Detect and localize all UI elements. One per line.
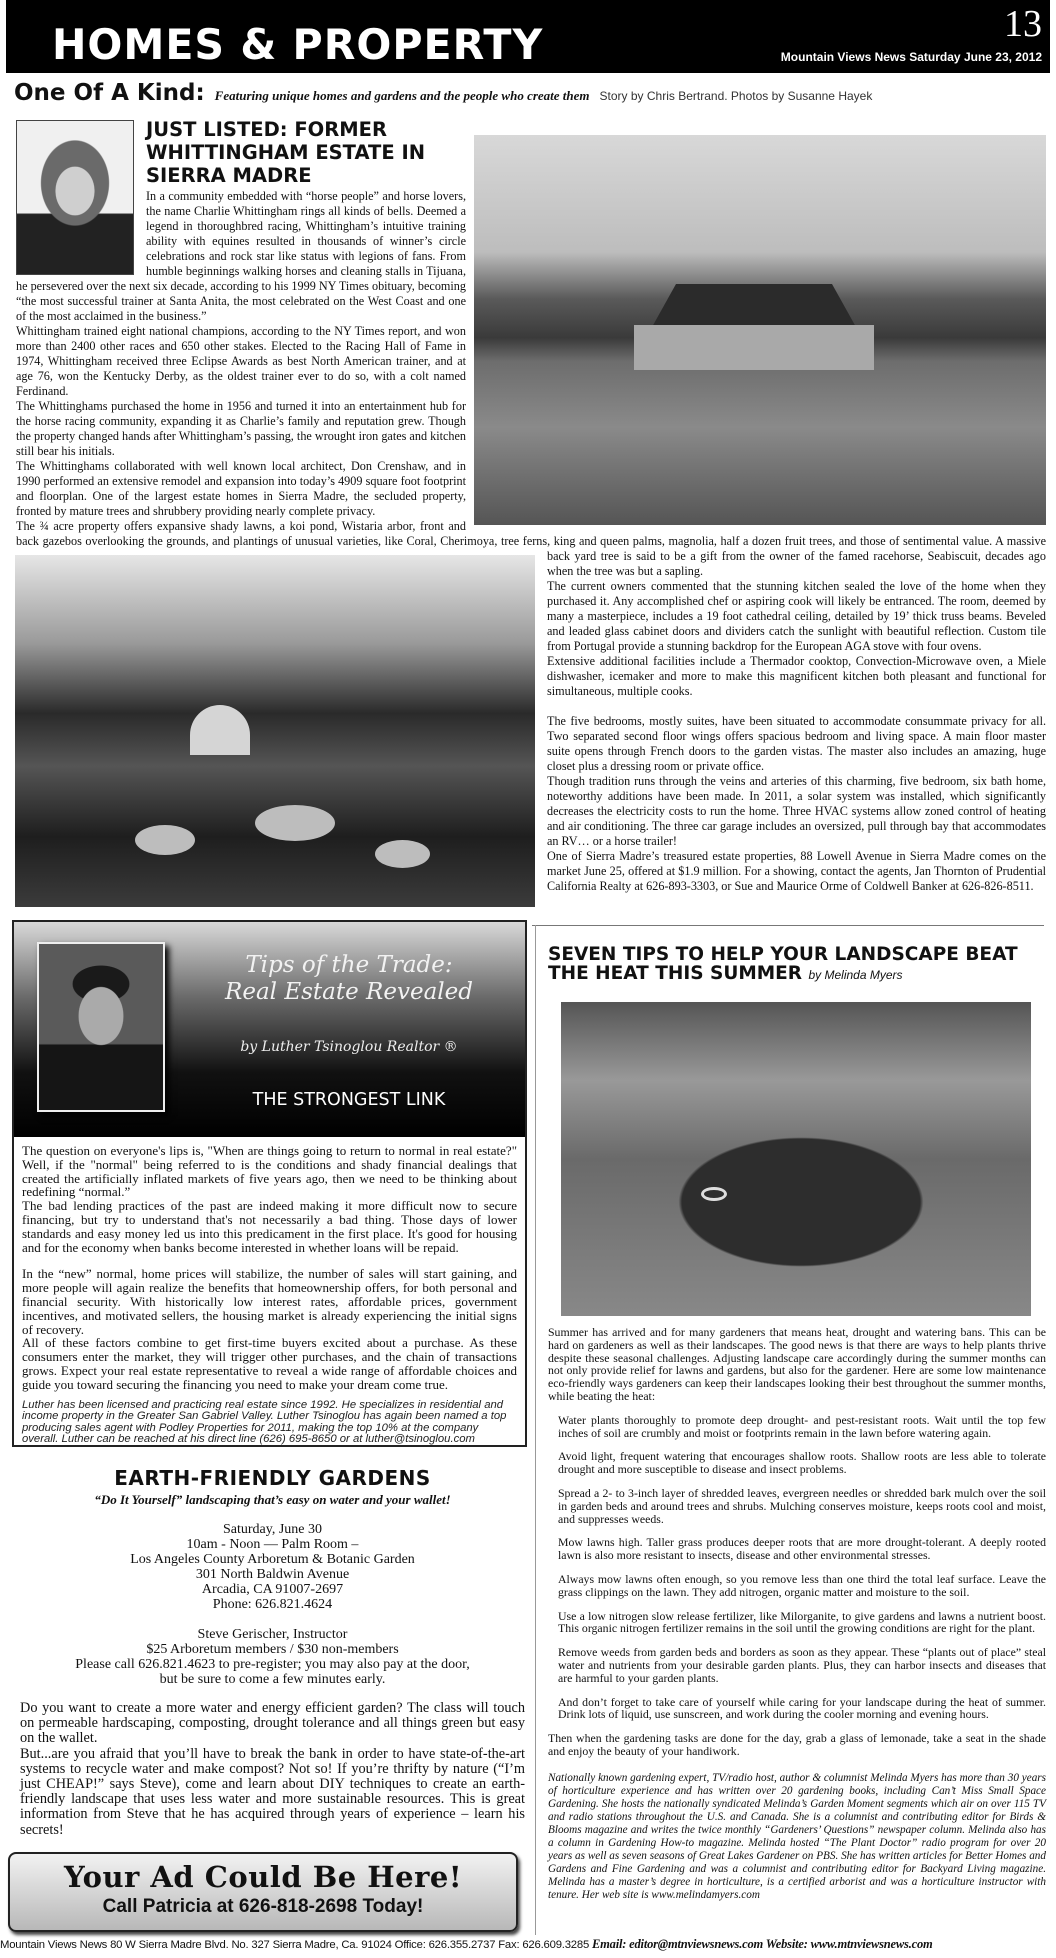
info-line: but be sure to come a few minutes early. bbox=[159, 1672, 386, 1687]
columnist-bio: Luther has been licensed and practicing real estate since 1992. He specializes in residential and income property in the Greater San Gabriel Valley. Luther Tsinoglou has again been named a top producing sales agent with Podley Properties for 2011, making the top 10% at the company overall. Luther can be reached at his direct line (626) 695-8650 or at luther@tsinoglou.com bbox=[22, 1398, 507, 1446]
tip-item: Remove weeds from garden beds and borders as soon as they appear. These “plants out of place” steal water and nutrients from your desirable garden plants. Plus, they can harbor insects and diseases that are harmful to your garden plants. bbox=[558, 1645, 1046, 1685]
column-paragraph: The question on everyone's lips is, "When are things going to return to normal in real estate?" Well, if the "normal" being referred to is the conditions and shady financial dealings that created the artificially inflated markets of five years ago, then we need to be thinking about redefining “normal.” bbox=[22, 1143, 517, 1200]
column-body bbox=[22, 1144, 517, 1446]
tip-item: Avoid light, frequent watering that encourages shallow roots. Shallow roots are less able to tolerate drought and more susceptible to disease and insect problems. bbox=[558, 1449, 1046, 1477]
earth-friendly-gardens-notice bbox=[20, 1466, 525, 1838]
seven-tips-body bbox=[548, 1326, 1046, 1902]
footer-address: Mountain Views News 80 W Sierra Madre Blvd. No. 327 Sierra Madre, Ca. 91024 Office: 626.355.2737 Fax: 626.609.3285 bbox=[0, 1939, 590, 1951]
footer-contact: Email: editor@mtnviewsnews.com Website: www.mtnviewsnews.com bbox=[592, 1937, 933, 1951]
headline-text: SEVEN TIPS TO HELP YOUR LANDSCAPE BEAT THE HEAT THIS SUMMER bbox=[548, 944, 1018, 984]
event-line: Saturday, June 30 bbox=[222, 1522, 323, 1537]
notice-title: EARTH-FRIENDLY GARDENS bbox=[114, 1466, 431, 1490]
masthead bbox=[6, 0, 1050, 73]
info-line: $25 Arboretum members / $30 non-members bbox=[146, 1642, 399, 1657]
notice-paragraph: But...are you afraid that you’ll have to break the bank in order to have state-of-the-art systems to recycle water and make compost? Not so! If you’re thrifty by nature (“I’m just CHEAP!” says Steve), come and learn about DIY techniques to create an earth-friendly landscape that uses less water and more sustainable resources. This is great information from Steve that he has acquired through years of experience – learn his secrets! bbox=[20, 1745, 525, 1838]
page-number: 13 bbox=[1004, 3, 1042, 45]
column-title-line: Real Estate Revealed bbox=[225, 979, 473, 1005]
section-title: HOMES & PROPERTY bbox=[52, 20, 544, 69]
tip-item: Use a low nitrogen slow release fertilizer, like Milorganite, to give gardens and lawns a nutrient boost. This organic nitrogen fertilizer remains in the soil until the growing conditions are right for the plant. bbox=[558, 1608, 1046, 1636]
column-paragraph: The bad lending practices of the past are indeed making it more difficult now to secure financing, but try to understand that's not necessarily a bad thing. Those days of lower standards and easy money led us into this predicament in the first place. It's good for housing and for the economy when banks become interested in whether loans will be repaid. bbox=[22, 1198, 517, 1255]
event-line: Arcadia, CA 91007-2697 bbox=[201, 1582, 344, 1597]
tips-of-the-trade-column bbox=[12, 920, 527, 1447]
event-line: Los Angeles County Arboretum & Botanic Garden bbox=[130, 1552, 415, 1567]
article-headline: JUST LISTED: FORMER WHITTINGHAM ESTATE IN SIERRA MADRE bbox=[146, 118, 426, 187]
feature-kicker bbox=[14, 80, 872, 106]
estate-house-photo bbox=[474, 135, 1046, 525]
notice-paragraph: Do you want to create a more water and energy efficient garden? The class will touch on permeable hardscaping, composting, drought tolerance and all things green but easy on the wallet. bbox=[20, 1700, 525, 1747]
event-line: 301 North Baldwin Avenue bbox=[195, 1567, 350, 1582]
seven-tips-headline bbox=[548, 945, 1048, 985]
tip-item: Mow lawns high. Taller grass produces deeper roots that are more drought-tolerant. A deeply rooted lawn is also more resistant to insects, disease and other environmental stresses. bbox=[558, 1535, 1046, 1563]
tip-item: And don’t forget to take care of yourself while caring for your landscape during the heat of summer. Drink lots of liquid, use sunscreen, and work during the cooler morning and evening hours. bbox=[558, 1694, 1046, 1722]
lawn-sprinkler-photo bbox=[561, 1002, 1031, 1316]
article-paragraph: Extensive additional facilities include a Thermador cooktop, Convection-Microwave oven, a Miele dishwasher, icemaker and more to make this magnificent kitchen both pleasant and functional for simultaneous, multiple cooks. bbox=[547, 654, 1046, 698]
column-byline: by Luther Tsinoglou Realtor ® bbox=[240, 1039, 458, 1055]
ad-title: Your Ad Could Be Here! bbox=[63, 1860, 463, 1894]
tip-item: Always mow lawns often enough, so you remove less than one third the total leaf surface. Leave the grass clippings on the lawn. They add nitrogen, organic matter and moisture to the soil. bbox=[558, 1571, 1046, 1599]
whittingham-article bbox=[16, 118, 1046, 913]
columnist-photo bbox=[37, 942, 165, 1112]
column-title bbox=[174, 952, 524, 1006]
event-line: 10am - Noon — Palm Room – bbox=[186, 1537, 359, 1552]
page-footer bbox=[0, 1937, 1056, 1952]
column-paragraph: All of these factors combine to get first-time buyers excited about a purchase. As these consumers enter the market, they will trigger other purchases, and the chain of transactions grows. Expect your real estate representative to reveal a wide range of affordable choices and guide you toward securing the financing you need to make your dream come true. bbox=[22, 1335, 517, 1392]
kicker-title: One Of A Kind: bbox=[14, 80, 205, 106]
article-paragraph: In a community embedded with “horse people” and horse lovers, the name Charlie Whittingham rings all kinds of bells. Deemed a legend in thoroughbred racing, Whittingham’s intuitive training ability with equines resulted in thousands of winner’s circle celebrations and rock star like status with legions of fans. From humble beginnings walking horses and cleaning stalls in Tijuana, he persevered over the next six decade, according to his 1999 NY Times obituary, becoming “the most successful trainer at Santa Anita, the most celebrated on the West Coast and one of the most acclaimed in the business.” bbox=[16, 189, 466, 323]
article-paragraph: The current owners commented that the stunning kitchen sealed the love of the home when they purchased it. Any accomplished chef or aspiring cook will likely be entranced. The room, deemed by many a masterpiece, includes a 19 foot cathedral ceiling, detailed by 19’ thick truss beams. Beveled and leaded glass cabinet doors and dividers catch the sunlight with beautiful reflection. Custom tile from Portugal provide a stunning backdrop for the European AGA stove with four ovens. bbox=[547, 579, 1046, 653]
info-line: Please call 626.821.4623 to pre-register; you may also pay at the door, bbox=[75, 1657, 470, 1672]
article-paragraph: Whittingham trained eight national champions, according to the NY Times report, and won more than 2400 other races and 650 other stakes. Elected to the Racing Hall of Fame in 1974, Whittingham received three Eclipse Awards as best North American trainer, and at age 76, won the Kentucky Derby, as the oldest trainer ever to do so, with a colt named Ferdinand. bbox=[16, 324, 466, 398]
kicker-credit: Story by Chris Bertrand. Photos by Susanne Hayek bbox=[599, 89, 873, 103]
kicker-subtitle: Featuring unique homes and gardens and the people who create them bbox=[214, 88, 590, 103]
intro-paragraph: Summer has arrived and for many gardeners that means heat, drought and watering bans. This can be hard on gardeners as well as their landscapes. The good news is that there are ways to help plants thrive despite these seasonal challenges. Adjusting landscape care accordingly during the summer months can not only provide relief for lawns and gardens, but also for the gardener. Here are some low maintenance eco-friendly ways gardeners can keep their landscapes looking their best throughout the summer months, while beating the heat: bbox=[548, 1325, 1046, 1403]
column-headline: THE STRONGEST LINK bbox=[252, 1090, 446, 1110]
ad-placeholder[interactable] bbox=[8, 1852, 518, 1932]
outro-paragraph: Then when the gardening tasks are done for the day, grab a glass of lemonade, take a seat in the shade and enjoy the beauty of your handiwork. bbox=[548, 1731, 1046, 1758]
article-paragraph: One of Sierra Madre’s treasured estate properties, 88 Lowell Avenue in Sierra Madre comes on the market June 25, offered at $1.9 million. For a showing, contact the agents, Jan Thornton of Prudential California Realty at 626-893-3303, or Sue and Maurice Orme of Coldwell Banker at 626-826-8511. bbox=[547, 849, 1046, 893]
column-divider bbox=[535, 925, 536, 1935]
headline-byline: by Melinda Myers bbox=[808, 968, 903, 982]
garden-gazebo-photo bbox=[15, 555, 535, 907]
article-paragraph: The Whittinghams purchased the home in 1956 and turned it into an entertainment hub for the horse racing community, expanding it as Charlie’s family and reputation grew. Though the property changed hands after Whittingham’s passing, the wrought iron gates and kitchen still bear his initials. bbox=[16, 399, 466, 458]
column-banner bbox=[14, 922, 525, 1137]
article-paragraph: The Whittinghams collaborated with well known local architect, Don Crenshaw, and in 1990 performed an extensive remodel and expansion into today’s 4909 square foot footprint and floorplan. One of the largest estate homes in Sierra Madre, the secluded property, fronted by mature trees and shrubbery providing nearly complete privacy. bbox=[16, 459, 466, 518]
ad-subtitle: Call Patricia at 626-818-2698 Today! bbox=[102, 1896, 424, 1917]
event-line: Phone: 626.821.4624 bbox=[212, 1597, 333, 1612]
column-paragraph: In the “new” normal, home prices will stabilize, the number of sales will start gaining, and more people will again realize the benefits that homeownership offers, for both personal and financial security. With historically low interest rates, affordable prices, government incentives, and motivated sellers, the housing market is already experiencing the initial signs of recovery. bbox=[22, 1266, 517, 1337]
tip-item: Spread a 2- to 3-inch layer of shredded leaves, evergreen needles or shredded bark mulch over the soil in garden beds and around trees and shrubs. Mulching conserves moisture, keeps roots cool and moist, and suppresses weeds. bbox=[558, 1485, 1046, 1526]
tip-item: Water plants thoroughly to promote deep drought- and pest-resistant roots. Wait until the top few inches of soil are crumbly and moist or footprints remain in the lawn before watering again. bbox=[558, 1412, 1046, 1440]
notice-subtitle: “Do It Yourself” landscaping that’s easy on water and your wallet! bbox=[94, 1492, 451, 1507]
author-headshot-photo bbox=[16, 120, 134, 275]
article-paragraph: The ¾ acre property offers expansive shady lawns, a koi pond, Wistaria arbor, front and back gazebos overlooking the grounds, and plantings of unusual varieties, like Coral, Cherimoya, tree ferns, king and queen palms, magnolia, half a dozen fruit trees, and those of sentimental value. A massive back yard tree is said to be a gift from the owner of the famed racehorse, Seabiscuit, decades ago when the tree was but a sapling. bbox=[16, 519, 1046, 578]
article-paragraph: The five bedrooms, mostly suites, have been situated to accommodate consummate privacy for all. Two separated second floor wings offers spacious bedroom and living space. A main floor master suite opens through French doors to the garden vistas. The master also includes an amazing, huge closet plus a dressing room or private office. bbox=[547, 714, 1046, 773]
section-divider bbox=[532, 925, 1044, 926]
column-title-line: Tips of the Trade: bbox=[245, 952, 453, 978]
article-paragraph: Though tradition runs through the veins and arteries of this charming, five bedroom, six bath home, noteworthy additions have been made. In 2011, a solar system was installed, which significantly decreases the electricity costs to run the home. Three HVAC systems allow zoned control of heating and air conditioning. The three car garage includes an oversized, pull through bay that accommodates an RV… or a horse trailer! bbox=[547, 774, 1046, 848]
author-bio: Nationally known gardening expert, TV/radio host, author & columnist Melinda Myers has more than 30 years of horticulture experience and has written over 20 gardening books, including Can’t Miss Small Space Gardening. She hosts the nationally syndicated Melinda’s Garden Moment segments which air on over 115 TV and radio stations throughout the U.S. and Canada. She is a columnist and contributing editor for Birds & Blooms magazine and writes the twice monthly “Gardeners’ Questions” newspaper column. Melinda also has a column in Gardening How-to magazine. Melinda hosted “The Plant Doctor” radio program for over 20 years as well as seven seasons of Great Lakes Gardener on PBS. She has written articles for Better Homes and Gardens and Fine Gardening and was a columnist and contributing editor for Backyard Living magazine. Melinda has a master’s degree in horticulture, is a certified arborist and was a horticulture instructor with tenure. Her web site is www.melindamyers.com bbox=[548, 1771, 1046, 1901]
info-line: Steve Gerischer, Instructor bbox=[197, 1627, 348, 1642]
notice-body bbox=[20, 1701, 525, 1838]
paper-date: Mountain Views News Saturday June 23, 2012 bbox=[780, 50, 1042, 64]
